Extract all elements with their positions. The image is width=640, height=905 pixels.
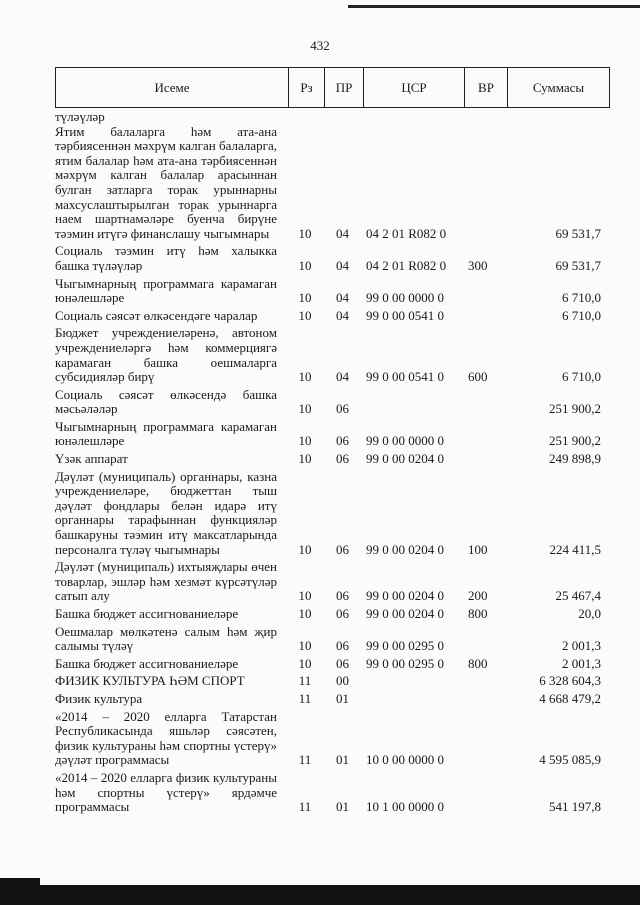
cell-csr: 99 0 00 0541 0 xyxy=(366,307,444,323)
cell-vr: 300 xyxy=(468,257,488,273)
cell-csr: 99 0 00 0204 0 xyxy=(366,606,444,621)
cell-csr: 99 0 00 0204 0 xyxy=(366,588,444,604)
cell-rz: 10 xyxy=(298,588,312,604)
cell-csr: 10 1 00 0000 0 xyxy=(366,799,444,815)
cell-csr: 99 0 00 0204 0 xyxy=(366,541,444,557)
cell-sum: 6 328 604,3 xyxy=(539,673,601,689)
cell-pr: 06 xyxy=(336,541,349,557)
cell-sum: 20,0 xyxy=(578,606,601,621)
cell-rz: 10 xyxy=(298,290,312,306)
table-row xyxy=(55,125,615,242)
cell-rz: 10 xyxy=(298,638,312,654)
table-row xyxy=(55,420,615,449)
cell-pr: 06 xyxy=(336,606,349,621)
cell-rz: 11 xyxy=(298,799,312,815)
cell-name: Ятим балаларга һәм ата-ана тәрбиясеннән мәхрүм калган балаларга, ятим балалар һәм ата-ана тәрбиясеннән мәхрүм калган балалар арасыннан булган затларга торак урыннарны махсуслаштырылган торак урыннарга наем шартнамәләре буенча бирүне тәэмин итүгә финанслашу чыгымнары xyxy=(55,123,277,241)
table-row xyxy=(55,771,615,815)
cell-vr: 200 xyxy=(468,588,488,604)
cell-name: «2014 – 2020 елларга физик культураны һәм спортны үстерү» ярдәмче программасы xyxy=(55,769,277,815)
cell-vr: 100 xyxy=(468,541,488,557)
cell-rz: 10 xyxy=(298,401,312,417)
budget-table-body xyxy=(55,110,615,818)
cell-rz: 11 xyxy=(298,690,312,706)
cell-sum: 6 710,0 xyxy=(562,290,601,306)
cell-name: Үзәк аппарат xyxy=(55,451,128,467)
cell-csr: 99 0 00 0204 0 xyxy=(366,451,444,467)
cell-pr: 04 xyxy=(336,307,349,323)
cell-csr: 99 0 00 0295 0 xyxy=(366,638,444,654)
cell-sum: 4 668 479,2 xyxy=(539,690,601,706)
cell-csr: 10 0 00 0000 0 xyxy=(366,752,444,768)
cell-rz: 10 xyxy=(298,606,312,621)
table-row xyxy=(55,388,615,417)
cell-sum: 6 710,0 xyxy=(562,307,601,323)
cell-rz: 10 xyxy=(298,541,312,557)
cell-name: Социаль сәясәт өлкәсендәге чаралар xyxy=(55,307,258,323)
table-row xyxy=(55,309,615,324)
cell-pr: 04 xyxy=(336,290,349,306)
cell-sum: 2 001,3 xyxy=(562,655,601,671)
table-header xyxy=(55,67,610,108)
cell-sum: 541 197,8 xyxy=(549,799,601,815)
cell-sum: 251 900,2 xyxy=(549,433,601,449)
cell-sum: 249 898,9 xyxy=(549,451,601,467)
cell-rz: 10 xyxy=(298,655,312,671)
cell-name: түләүләр xyxy=(55,109,105,124)
table-row xyxy=(55,625,615,654)
page-number: 432 xyxy=(310,38,330,53)
cell-rz: 10 xyxy=(298,433,312,449)
cell-sum: 6 710,0 xyxy=(562,369,601,385)
cell-name: Чыгымнарның программага карамаган юнәлешләре xyxy=(55,418,277,449)
cell-csr: 04 2 01 R082 0 xyxy=(366,257,447,273)
table-row xyxy=(55,326,615,384)
header-vr: ВР xyxy=(464,68,507,107)
cell-name: Чыгымнарның программага карамаган юнәлешләре xyxy=(55,275,277,306)
cell-name: Башка бюджет ассигнованиеләре xyxy=(55,606,239,621)
cell-csr: 04 2 01 R082 0 xyxy=(366,225,447,241)
cell-name: Оешмалар мөлкәтенә салым һәм җир салымы түләү xyxy=(55,623,277,654)
cell-vr: 800 xyxy=(468,606,488,621)
cell-pr: 06 xyxy=(336,638,349,654)
cell-sum: 4 595 085,9 xyxy=(539,752,601,768)
cell-pr: 06 xyxy=(336,588,349,604)
cell-sum: 2 001,3 xyxy=(562,638,601,654)
cell-pr: 06 xyxy=(336,433,349,449)
cell-name: Бюджет учреждениеләренә, автоном учреждениеләргә һәм коммерциягә карамаган башка оешмаларга субсидияләр бирү xyxy=(55,325,277,385)
bottom-scan-border xyxy=(0,885,640,905)
cell-csr: 99 0 00 0295 0 xyxy=(366,655,444,671)
cell-name: Башка бюджет ассигнованиеләре xyxy=(55,655,239,671)
table-row xyxy=(55,674,615,689)
header-sum: Суммасы xyxy=(507,68,609,107)
cell-pr: 04 xyxy=(336,225,349,241)
cell-pr: 06 xyxy=(336,655,349,671)
cell-sum: 69 531,7 xyxy=(555,257,601,273)
table-row xyxy=(55,110,615,125)
table-row xyxy=(55,452,615,467)
cell-pr: 04 xyxy=(336,369,349,385)
cell-sum: 69 531,7 xyxy=(555,225,601,241)
table-row xyxy=(55,692,615,707)
cell-pr: 06 xyxy=(336,401,349,417)
cell-name: ФИЗИК КУЛЬТУРА ҺӘМ СПОРТ xyxy=(55,673,245,689)
cell-name: Дәүләт (муниципаль) органнары, казна учреждениеләре, бюджеттан тыш дәүләт фондлары белән идарә итү органнары тарафыннан функцияләр башкаруны тәэмин итү максатларында персоналга түләү чыгымнары xyxy=(55,468,277,557)
cell-sum: 25 467,4 xyxy=(555,588,601,604)
cell-rz: 10 xyxy=(298,307,312,323)
table-row xyxy=(55,244,615,273)
cell-pr: 06 xyxy=(336,451,349,467)
cell-csr: 99 0 00 0541 0 xyxy=(366,369,444,385)
table-row xyxy=(55,607,615,622)
header-pr: ПР xyxy=(324,68,363,107)
cell-pr: 04 xyxy=(336,257,349,273)
cell-name: Социаль тәэмин итү һәм халыкка башка түләүләр xyxy=(55,243,277,273)
header-csr: ЦСР xyxy=(363,68,464,107)
cell-rz: 10 xyxy=(298,451,312,467)
cell-sum: 251 900,2 xyxy=(549,401,601,417)
cell-vr: 800 xyxy=(468,655,488,671)
top-scan-rule xyxy=(348,5,640,8)
cell-rz: 10 xyxy=(298,257,312,273)
bottom-scan-corner xyxy=(0,878,40,905)
cell-name: Социаль сәясәт өлкәсендә башка мәсьәләләр xyxy=(55,386,277,417)
cell-csr: 99 0 00 0000 0 xyxy=(366,290,444,306)
cell-pr: 00 xyxy=(336,673,349,689)
table-row xyxy=(55,277,615,306)
cell-pr: 01 xyxy=(336,799,349,815)
header-name: Исеме xyxy=(154,79,190,95)
table-row xyxy=(55,470,615,558)
cell-rz: 11 xyxy=(298,752,312,768)
cell-pr: 01 xyxy=(336,752,349,768)
cell-rz: 11 xyxy=(298,673,312,689)
cell-name: Физик культура xyxy=(55,690,143,706)
cell-name: «2014 – 2020 елларга Татарстан Республикасында яшьләр сәясәтен, физик культураны һәм спортны үстерү» дәүләт программасы xyxy=(55,708,277,768)
table-row xyxy=(55,657,615,672)
cell-rz: 10 xyxy=(298,225,312,241)
cell-csr: 99 0 00 0000 0 xyxy=(366,433,444,449)
table-row xyxy=(55,710,615,768)
cell-vr: 600 xyxy=(468,369,488,385)
cell-pr: 01 xyxy=(336,690,349,706)
header-rz: Рз xyxy=(288,68,324,107)
cell-name: Дәүләт (муниципаль) ихтыяҗлары өчен товарлар, эшләр һәм хезмәт күрсәтүләр сатып алу xyxy=(55,559,277,604)
cell-sum: 224 411,5 xyxy=(549,541,601,557)
table-row xyxy=(55,560,615,604)
cell-rz: 10 xyxy=(298,369,312,385)
